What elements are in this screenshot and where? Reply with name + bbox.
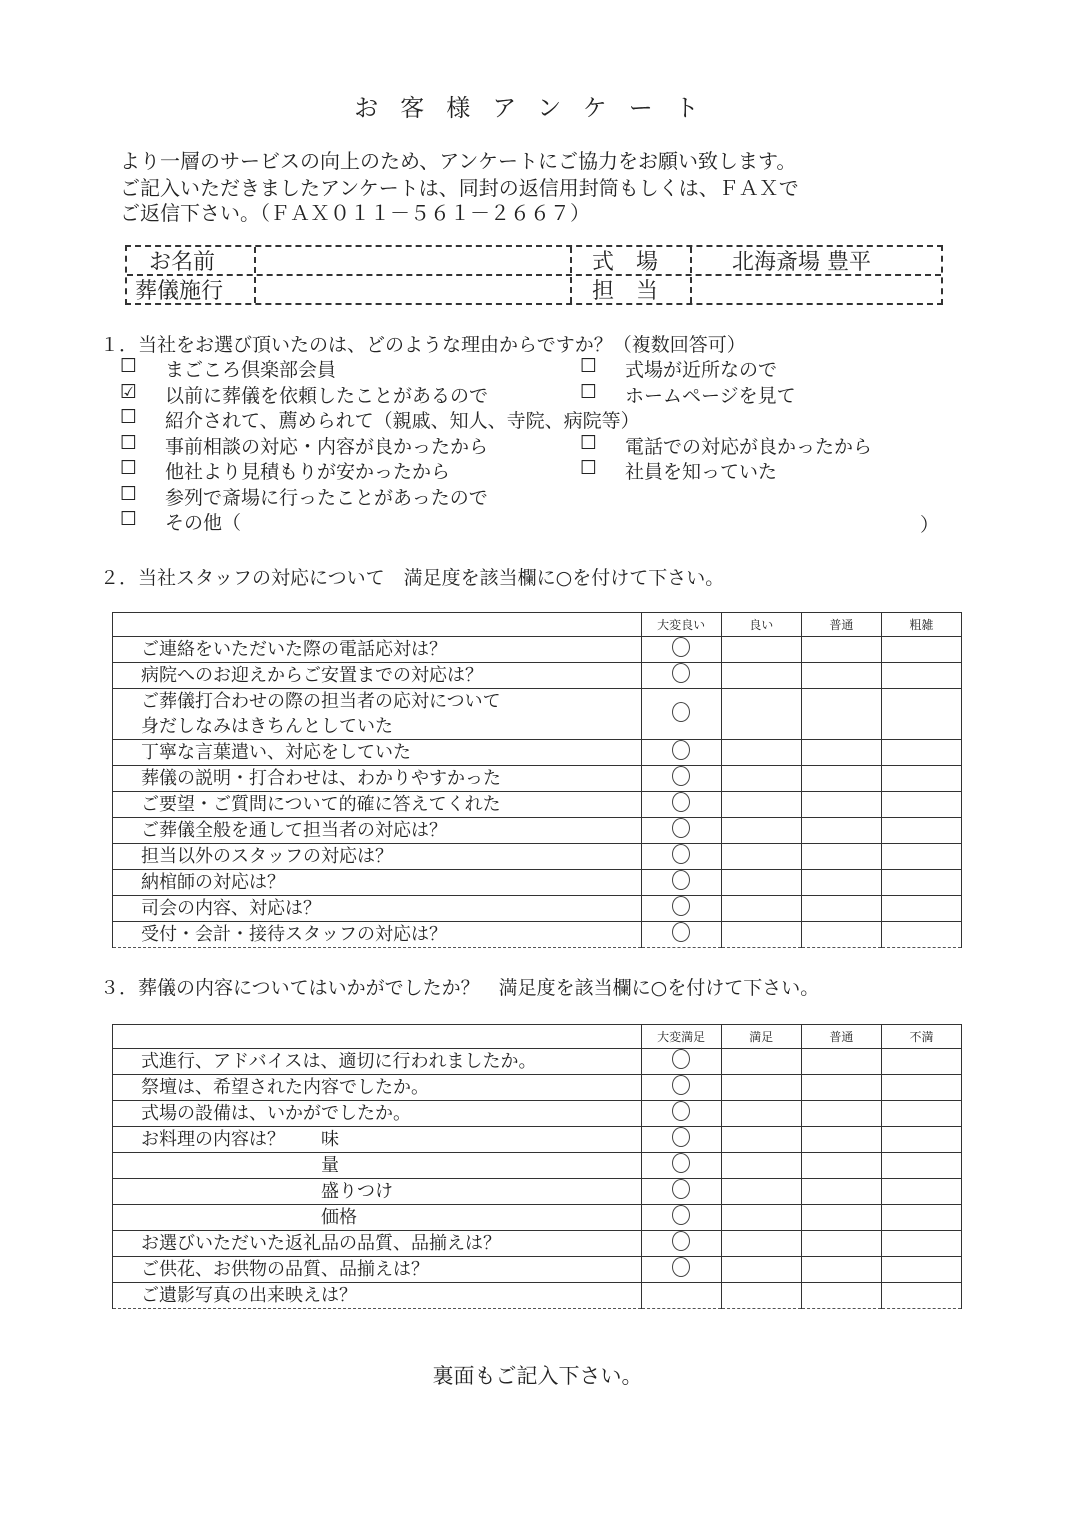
rating-cell[interactable] <box>881 1205 961 1231</box>
circle-mark <box>672 922 690 942</box>
info-box <box>125 245 943 305</box>
rating-cell[interactable] <box>801 1127 881 1153</box>
q3-row <box>113 1283 962 1309</box>
q2-question: 司会の内容、対応は？ <box>113 896 642 922</box>
rating-cell[interactable] <box>881 1231 961 1257</box>
rating-cell[interactable] <box>721 1283 801 1309</box>
page-title: お客様アンケート <box>354 94 721 122</box>
q3-question: 式場の設備は、いかがでしたか。 <box>113 1101 642 1127</box>
q2-question: ご葬儀全般を通して担当者の対応は？ <box>113 818 642 844</box>
circle-mark <box>672 1101 690 1121</box>
rating-cell[interactable] <box>801 689 881 740</box>
q2-question: 受付・会計・接待スタッフの対応は？ <box>113 922 642 948</box>
rating-cell[interactable] <box>641 1153 721 1179</box>
option-label: その他（ <box>165 512 242 534</box>
rating-cell[interactable] <box>881 844 961 870</box>
rating-cell[interactable] <box>801 1101 881 1127</box>
checkbox[interactable]: ☑ <box>120 380 138 403</box>
rating-cell[interactable] <box>721 1127 801 1153</box>
rating-cell[interactable] <box>801 922 881 948</box>
q3-column-header: 満足 <box>721 1025 801 1049</box>
checkbox[interactable]: ☐ <box>120 406 138 428</box>
q3-table <box>112 1024 962 1309</box>
rating-cell[interactable] <box>641 792 721 818</box>
rating-cell[interactable] <box>721 1179 801 1205</box>
q2-question: 納棺師の対応は？ <box>113 870 642 896</box>
q3-row <box>113 1153 962 1179</box>
rating-cell[interactable] <box>881 870 961 896</box>
rating-cell[interactable] <box>881 1127 961 1153</box>
rating-cell[interactable] <box>801 1179 881 1205</box>
rating-cell[interactable] <box>881 1179 961 1205</box>
rating-cell[interactable] <box>641 1231 721 1257</box>
rating-cell[interactable] <box>641 663 721 689</box>
footer-note: 裏面もご記入下さい。 <box>432 1364 643 1388</box>
circle-mark <box>672 637 690 657</box>
circle-mark <box>672 870 690 890</box>
q2-row <box>113 637 962 663</box>
rating-cell[interactable] <box>801 818 881 844</box>
q3-question: お選びいただいた返礼品の品質、品揃えは？ <box>113 1231 642 1257</box>
rating-cell[interactable] <box>721 1205 801 1231</box>
rating-cell[interactable] <box>801 637 881 663</box>
rating-cell[interactable] <box>881 766 961 792</box>
q3-row <box>113 1127 962 1153</box>
q3-question: お料理の内容は？ 味 <box>113 1127 642 1153</box>
rating-cell[interactable] <box>801 740 881 766</box>
option-label: 紹介されて、薦められて（親戚、知人、寺院、病院等） <box>165 410 640 432</box>
rating-cell[interactable] <box>881 792 961 818</box>
rating-cell[interactable] <box>721 1153 801 1179</box>
other-close: ） <box>920 514 940 536</box>
rating-cell[interactable] <box>641 844 721 870</box>
rating-cell[interactable] <box>641 637 721 663</box>
rating-cell[interactable] <box>721 1101 801 1127</box>
q3-row <box>113 1049 962 1075</box>
rating-cell[interactable] <box>721 1257 801 1283</box>
rating-cell[interactable] <box>721 740 801 766</box>
rating-cell[interactable] <box>801 1153 881 1179</box>
checkbox[interactable]: ☐ <box>120 355 138 377</box>
option-label: 他社より見積もりが安かったから <box>165 461 451 483</box>
rating-cell[interactable] <box>721 766 801 792</box>
rating-cell[interactable] <box>801 1205 881 1231</box>
checkbox[interactable]: ☐ <box>120 482 138 505</box>
rating-cell[interactable] <box>801 1075 881 1101</box>
q2-row <box>113 896 962 922</box>
q3-question: 価格 <box>113 1205 642 1231</box>
circle-mark <box>672 896 690 916</box>
checkbox[interactable]: ☐ <box>580 355 598 377</box>
rating-cell[interactable] <box>881 922 961 948</box>
option-label: 以前に葬儀を依頼したことがあるので <box>165 384 489 407</box>
rating-cell[interactable] <box>881 740 961 766</box>
circle-mark <box>672 1049 690 1069</box>
rating-cell[interactable] <box>801 896 881 922</box>
q2-row <box>113 870 962 896</box>
option-label: まごころ倶楽部会員 <box>165 359 337 381</box>
q3-row <box>113 1231 962 1257</box>
staff-label: 担 当 <box>592 279 659 304</box>
q2-column-header: 普通 <box>801 613 881 637</box>
q2-table <box>112 612 962 948</box>
rating-cell[interactable] <box>641 689 721 740</box>
q2-column-header: 大変良い <box>641 613 721 637</box>
q2-column-header: 粗雑 <box>881 613 961 637</box>
rating-cell[interactable] <box>721 1049 801 1075</box>
rating-cell[interactable] <box>641 740 721 766</box>
circle-mark <box>672 792 690 812</box>
checkbox[interactable]: ☐ <box>580 431 598 454</box>
rating-cell[interactable] <box>801 844 881 870</box>
option-label: ホームページを見て <box>625 384 796 407</box>
funeral-label: 葬儀施行 <box>135 279 224 304</box>
q3-row <box>113 1179 962 1205</box>
option-label: 社員を知っていた <box>625 461 778 483</box>
q3-column-header: 普通 <box>801 1025 881 1049</box>
rating-cell[interactable] <box>801 1257 881 1283</box>
checkbox[interactable]: ☐ <box>120 431 138 454</box>
circle-mark <box>672 1127 690 1147</box>
q3-row <box>113 1101 962 1127</box>
circle-mark <box>672 1153 690 1173</box>
rating-cell[interactable] <box>721 637 801 663</box>
circle-mark <box>672 844 690 864</box>
intro-line-2: ご記入いただきましたアンケートは、同封の返信用封筒もしくは、ＦＡＸで <box>120 176 799 200</box>
q2-column-header: 良い <box>721 613 801 637</box>
rating-cell[interactable] <box>881 818 961 844</box>
venue-label: 式 場 <box>592 250 659 275</box>
q2-row <box>113 922 962 948</box>
circle-mark <box>672 1075 690 1095</box>
intro-line-1: より一層のサービスの向上のため、アンケートにご協力をお願い致します。 <box>120 149 797 173</box>
rating-cell[interactable] <box>801 663 881 689</box>
rating-cell[interactable] <box>641 1075 721 1101</box>
rating-cell[interactable] <box>641 870 721 896</box>
q3-column-header: 大変満足 <box>641 1025 721 1049</box>
rating-cell[interactable] <box>721 1231 801 1257</box>
rating-cell[interactable] <box>641 1049 721 1075</box>
header-blank <box>113 1025 642 1049</box>
q2-header-row <box>113 613 962 637</box>
name-label: お名前 <box>149 250 216 275</box>
rating-cell[interactable] <box>881 896 961 922</box>
rating-cell[interactable] <box>881 1101 961 1127</box>
q3-question: 盛りつけ <box>113 1179 642 1205</box>
q2-row <box>113 792 962 818</box>
checkbox[interactable]: ☐ <box>120 508 138 530</box>
rating-cell[interactable] <box>881 689 961 740</box>
rating-cell[interactable] <box>801 792 881 818</box>
option-label: 事前相談の対応・内容が良かったから <box>165 435 489 458</box>
header-blank <box>113 613 642 637</box>
checkbox[interactable]: ☐ <box>120 457 138 479</box>
q3-title: ３．葬儀の内容についてはいかがでしたか？ 満足度を該当欄に○を付けて下さい。 <box>100 977 820 999</box>
circle-mark <box>672 1231 690 1251</box>
q3-row <box>113 1075 962 1101</box>
rating-cell[interactable] <box>641 1257 721 1283</box>
venue-value: 北海斎場 豊平 <box>732 250 871 275</box>
q2-question: 担当以外のスタッフの対応は？ <box>113 844 642 870</box>
rating-cell[interactable] <box>641 818 721 844</box>
q2-row <box>113 740 962 766</box>
q2-question: 病院へのお迎えからご安置までの対応は？ <box>113 663 642 689</box>
q3-question: 量 <box>113 1153 642 1179</box>
q2-title: ２．当社スタッフの対応について 満足度を該当欄に○を付けて下さい。 <box>100 567 725 589</box>
q3-question: 式進行、アドバイスは、適切に行われましたか。 <box>113 1049 642 1075</box>
rating-cell[interactable] <box>881 637 961 663</box>
q2-question: ご葬儀打合わせの際の担当者の応対について 身だしなみはきちんとしていた <box>113 689 642 740</box>
q3-question: 祭壇は、希望された内容でしたか。 <box>113 1075 642 1101</box>
option-label: 電話での対応が良かったから <box>625 435 873 458</box>
circle-mark <box>672 818 690 838</box>
q2-question: 丁寧な言葉遣い、対応をしていた <box>113 740 642 766</box>
rating-cell[interactable] <box>721 818 801 844</box>
q2-row <box>113 689 962 740</box>
circle-mark <box>672 663 690 683</box>
rating-cell[interactable] <box>641 1179 721 1205</box>
q2-row <box>113 818 962 844</box>
rating-cell[interactable] <box>721 896 801 922</box>
rating-cell[interactable] <box>641 1283 721 1309</box>
rating-cell[interactable] <box>881 1075 961 1101</box>
checkbox[interactable]: ☐ <box>580 380 598 403</box>
q2-row <box>113 766 962 792</box>
q3-row <box>113 1205 962 1231</box>
rating-cell[interactable] <box>641 922 721 948</box>
rating-cell[interactable] <box>881 663 961 689</box>
rating-cell[interactable] <box>641 896 721 922</box>
q3-header-row <box>113 1025 962 1049</box>
q2-question: ご連絡をいただいた際の電話応対は？ <box>113 637 642 663</box>
rating-cell[interactable] <box>641 1101 721 1127</box>
option-label: 参列で斎場に行ったことがあったので <box>165 486 488 509</box>
circle-mark <box>672 1257 690 1277</box>
q1-title: １．当社をお選び頂いたのは、どのような理由からですか？（複数回答可） <box>100 334 746 356</box>
rating-cell[interactable] <box>721 663 801 689</box>
q2-question: ご要望・ご質問について的確に答えてくれた <box>113 792 642 818</box>
option-label: 式場が近所なので <box>625 359 778 381</box>
circle-mark <box>672 1205 690 1225</box>
rating-cell[interactable] <box>721 792 801 818</box>
checkbox[interactable]: ☐ <box>580 457 598 479</box>
q3-column-header: 不満 <box>881 1025 961 1049</box>
rating-cell[interactable] <box>721 689 801 740</box>
rating-cell[interactable] <box>801 766 881 792</box>
rating-cell[interactable] <box>801 1283 881 1309</box>
rating-cell[interactable] <box>721 870 801 896</box>
rating-cell[interactable] <box>721 844 801 870</box>
circle-mark <box>672 766 690 786</box>
q3-question: ご供花、お供物の品質、品揃えは？ <box>113 1257 642 1283</box>
rating-cell[interactable] <box>801 1049 881 1075</box>
rating-cell[interactable] <box>881 1049 961 1075</box>
rating-cell[interactable] <box>801 1231 881 1257</box>
circle-mark <box>672 740 690 760</box>
rating-cell[interactable] <box>721 1075 801 1101</box>
circle-mark <box>672 702 690 722</box>
rating-cell[interactable] <box>721 922 801 948</box>
q2-row <box>113 663 962 689</box>
rating-cell[interactable] <box>641 1127 721 1153</box>
q3-question: ご遺影写真の出来映えは？ <box>113 1283 642 1309</box>
intro-line-3: ご返信下さい。（ＦＡＸ０１１－５６１－２６６７） <box>120 201 590 225</box>
q2-row <box>113 844 962 870</box>
circle-mark <box>672 1179 690 1199</box>
rating-cell[interactable] <box>881 1257 961 1283</box>
q3-row <box>113 1257 962 1283</box>
rating-cell[interactable] <box>881 1283 961 1309</box>
rating-cell[interactable] <box>801 870 881 896</box>
rating-cell[interactable] <box>641 1205 721 1231</box>
rating-cell[interactable] <box>641 766 721 792</box>
q2-question: 葬儀の説明・打合わせは、わかりやすかった <box>113 766 642 792</box>
rating-cell[interactable] <box>881 1153 961 1179</box>
